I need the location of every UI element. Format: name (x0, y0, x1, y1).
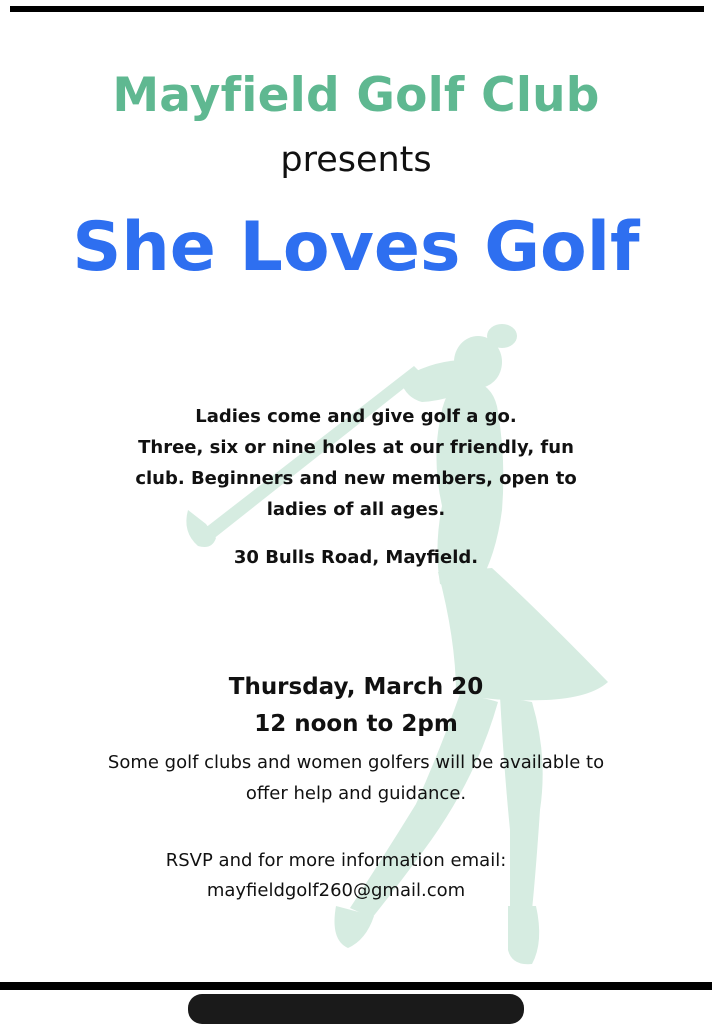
venue-address: 30 Bulls Road, Mayfield. (233, 547, 479, 568)
event-date: Thursday, March 20 (228, 674, 484, 700)
intro-line: ladies of all ages. (266, 499, 446, 520)
presents-text: presents (280, 140, 432, 180)
intro-line: Ladies come and give golf a go. (195, 406, 517, 427)
help-line: offer help and guidance. (245, 783, 467, 804)
event-title: She Loves Golf (72, 208, 640, 287)
event-time: 12 noon to 2pm (254, 711, 458, 737)
rsvp-line: RSVP and for more information email: (165, 850, 507, 871)
intro-line: club. Beginners and new members, open to (135, 468, 577, 489)
rsvp-email: mayfieldgolf260@gmail.com (206, 880, 466, 901)
help-line: Some golf clubs and women golfers will be available to (107, 752, 605, 773)
top-border-rule (10, 6, 704, 12)
club-name-heading: Mayfield Golf Club (112, 68, 600, 123)
intro-paragraph (106, 401, 606, 525)
bottom-bar-shape (188, 994, 524, 1024)
help-paragraph (56, 747, 656, 809)
intro-line: Three, six or nine holes at our friendly, fun (138, 437, 574, 458)
rsvp-paragraph (86, 846, 586, 906)
bottom-border-rule (0, 982, 712, 990)
